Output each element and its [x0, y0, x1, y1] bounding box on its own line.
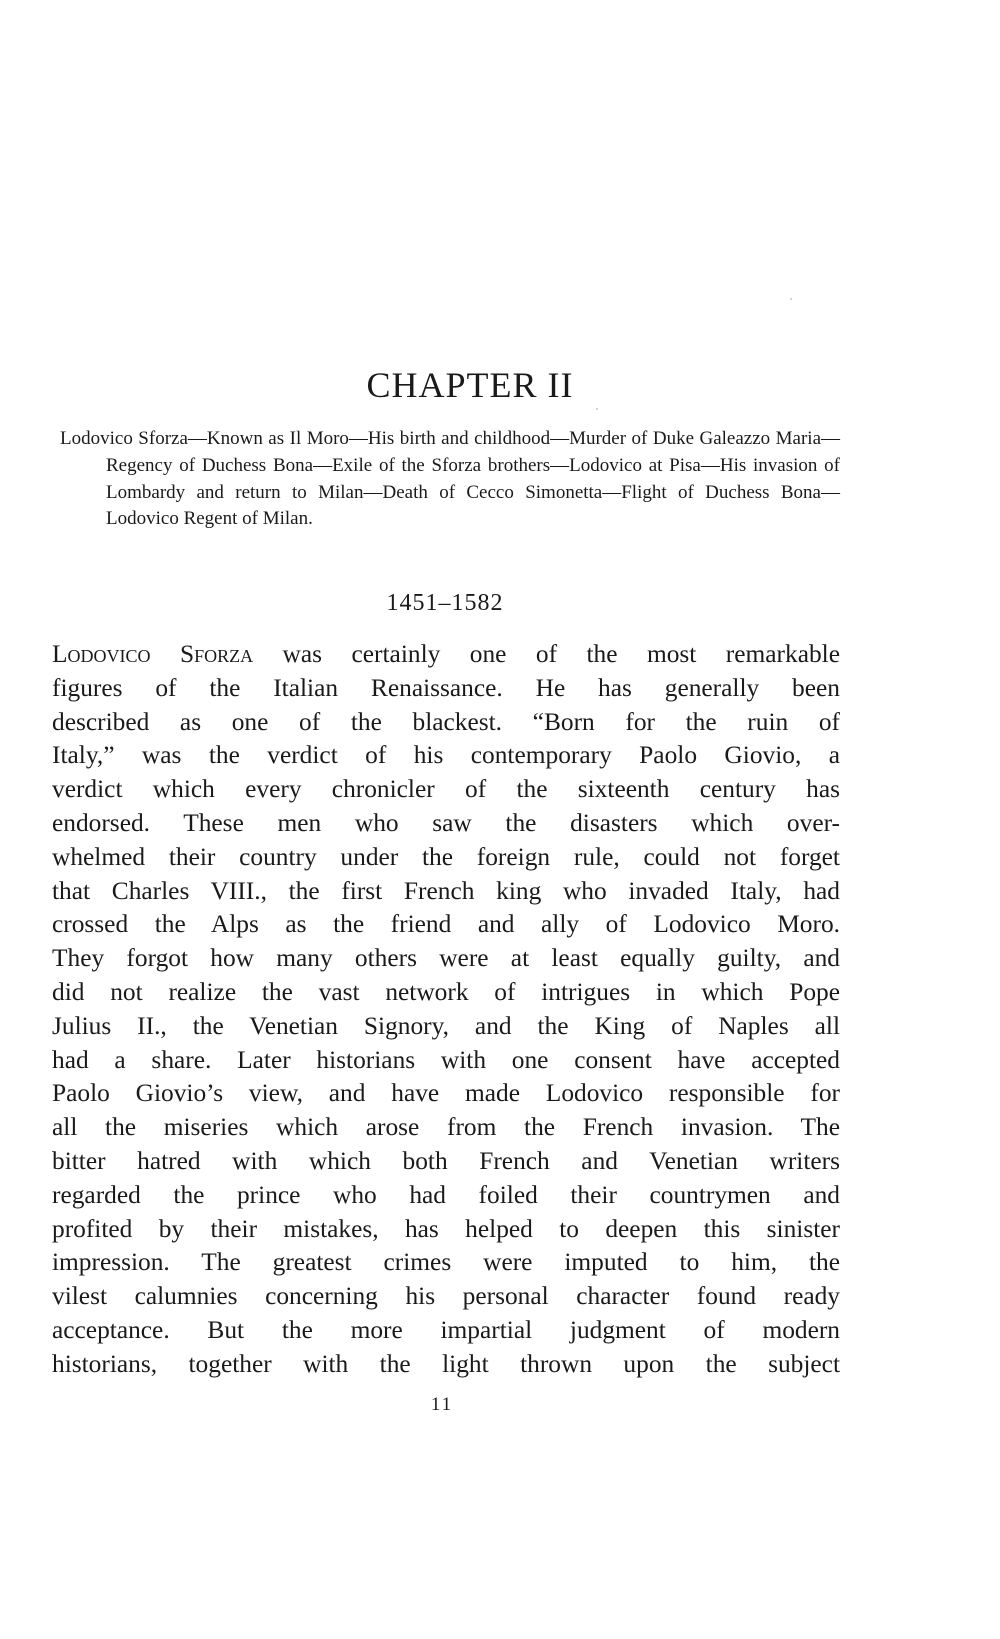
- text-line: had a share. Later historians with one consent have accepted: [52, 1045, 840, 1074]
- text-line: regarded the prince who had foiled their countrymen and: [52, 1180, 840, 1209]
- text-line: figures of the Italian Renaissance. He has generally been: [52, 673, 840, 702]
- text-line: vilest calumnies concerning his personal character found ready: [52, 1282, 840, 1311]
- body-text: [52, 638, 840, 1382]
- text-line: Lodovico Sforza was certainly one of the most remarkable: [52, 640, 840, 668]
- text-line: endorsed. These men who saw the disasters which over-: [52, 808, 840, 837]
- text-line: They forgot how many others were at least equally guilty, and: [52, 944, 840, 973]
- text-line: all the miseries which arose from the French invasion. The: [52, 1113, 840, 1142]
- opening-small-caps: Lodovico Sforza: [52, 640, 254, 668]
- page-number: 11: [430, 1394, 454, 1415]
- text-line: acceptance. But the more impartial judgment of modern: [52, 1315, 840, 1344]
- text-line: Julius II., the Venetian Signory, and the King of Naples all: [52, 1011, 840, 1040]
- text-line: bitter hatred with which both French and Venetian writers: [52, 1146, 840, 1175]
- text-line: that Charles VIII., the first French king who invaded Italy, had: [52, 876, 840, 905]
- text-line: historians, together with the light thrown upon the subject: [52, 1349, 840, 1378]
- text-line: whelmed their country under the foreign rule, could not forget: [52, 842, 840, 871]
- chapter-dates: 1451–1582: [386, 590, 504, 616]
- text-line: Italy,” was the verdict of his contemporary Paolo Giovio, a: [52, 741, 840, 770]
- text-line: verdict which every chronicler of the sixteenth century has: [52, 775, 840, 804]
- chapter-synopsis: Lodovico Sforza—Known as Il Moro—His birth and childhood—Murder of Duke Galeazzo Maria—Regency of Duchess Bona—Exile of the Sforza brothers—Lodovico at Pisa—His invasion of Lombardy and return to Milan—Death of Cecco Simonetta—Flight of Duchess Bona—Lodovico Regent of Milan.: [60, 428, 840, 530]
- print-speck: [790, 298, 792, 300]
- text-line: impression. The greatest crimes were imputed to him, the: [52, 1248, 840, 1277]
- text-line: profited by their mistakes, has helped to deepen this sinister: [52, 1214, 840, 1243]
- print-speck: [596, 408, 598, 410]
- text-line: did not realize the vast network of intrigues in which Pope: [52, 977, 840, 1006]
- chapter-title: CHAPTER II: [366, 365, 574, 405]
- text-line: described as one of the blackest. “Born for the ruin of: [52, 707, 840, 736]
- text-line: crossed the Alps as the friend and ally of Lodovico Moro.: [52, 910, 840, 939]
- text-line: Paolo Giovio’s view, and have made Lodovico responsible for: [52, 1079, 840, 1108]
